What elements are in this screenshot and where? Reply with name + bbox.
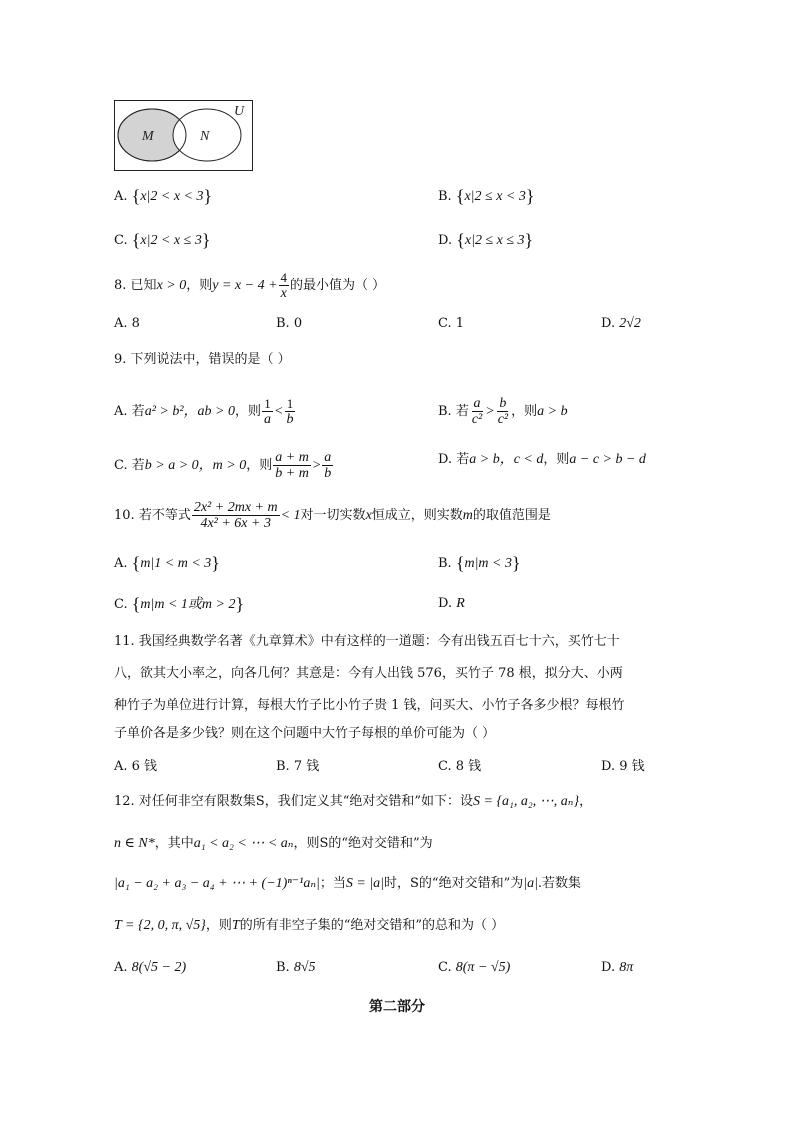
denominator: 4x² + 6x + 3 <box>200 516 271 531</box>
math-expr: |a| <box>523 876 538 891</box>
q7-option-a-set: x|2 < x < 3 <box>140 189 204 204</box>
math-expr: m|m < 3 <box>464 556 512 571</box>
stem-text: 若 <box>455 404 469 419</box>
q12-stem-line-4 <box>114 916 504 936</box>
set-n-label: N <box>200 129 210 144</box>
math-expr: < 1 <box>280 508 301 523</box>
q11-stem-line-3: 种竹子为单位进行计算，每根大竹子比小竹子贵 1 钱，问买大、小竹子各多少根？每根竹 <box>114 698 625 713</box>
q10-option-d <box>438 594 465 614</box>
q9-option-a <box>114 396 296 427</box>
stem-text: .若数集 <box>537 876 582 891</box>
numerator: a <box>324 450 332 465</box>
question-number: 10. <box>114 508 135 523</box>
q11-option-b: B. 7 钱 <box>276 759 320 774</box>
q7-option-a: A. {x|2 < x < 3} <box>114 186 213 206</box>
math-expr: a − c > b − d <box>569 452 646 467</box>
stem-text: ，则 <box>511 404 538 419</box>
option-label: D. <box>601 960 616 975</box>
q12-option-c <box>438 958 510 978</box>
stem-text: 若不等式 <box>138 508 191 523</box>
option-label: B. <box>438 404 452 419</box>
math-expr: T <box>231 918 240 933</box>
option-label: C. <box>114 597 128 612</box>
stem-text: 时，S的“绝对交错和”为 <box>384 876 524 891</box>
q10-option-a: A. {m|1 < m < 3} <box>114 553 220 573</box>
stem-text: ，则 <box>543 452 570 467</box>
stem-text: ，则 <box>246 458 273 473</box>
stem-text: 若 <box>131 404 145 419</box>
stem-text: 若 <box>131 458 145 473</box>
stem-text: 对一切实数 <box>300 508 366 523</box>
math-expr: x > 0 <box>156 278 187 293</box>
numerator: 2x² + 2mx + m <box>193 500 278 515</box>
q10-option-c: C. {m|m < 1或m > 2} <box>114 594 245 614</box>
question-number: 9. <box>114 352 127 367</box>
stem-text: ，则S的“绝对交错和”为 <box>293 836 433 851</box>
math-expr: 8√5 <box>293 960 316 975</box>
stem-text: ；当 <box>319 876 346 891</box>
stem-text: 的最小值为（ ） <box>290 278 386 293</box>
q8-stem <box>114 270 385 301</box>
stem-text: 下列说法中，错误的是（ ） <box>130 352 291 367</box>
denominator: b + m <box>275 466 309 481</box>
math-expr: > <box>485 404 495 419</box>
q12-option-b <box>276 958 316 978</box>
q12-stem-line-1 <box>114 792 592 812</box>
numerator: 1 <box>264 396 271 411</box>
q11-option-d: D. 9 钱 <box>601 759 645 774</box>
numerator: 4 <box>280 270 288 285</box>
fraction <box>322 450 333 481</box>
math-expr: < <box>274 404 284 419</box>
math-expr: R <box>456 596 465 611</box>
math-expr: a > b <box>537 404 568 419</box>
option-label: D. <box>438 233 453 248</box>
fraction <box>273 450 311 481</box>
q8-option-c: C. 1 <box>438 316 465 331</box>
option-label: A. <box>114 404 128 419</box>
q7-option-b-set: x|2 ≤ x < 3 <box>464 189 526 204</box>
stem-text: 的取值范围是 <box>472 508 551 523</box>
venn-diagram <box>114 100 254 172</box>
q7-option-c-set: x|2 < x ≤ 3 <box>140 233 202 248</box>
denominator: b <box>324 466 332 481</box>
math-expr: a > b，c < d <box>469 452 544 467</box>
denominator: c² <box>497 412 509 427</box>
q7-option-d-set: x|2 ≤ x ≤ 3 <box>464 233 525 248</box>
q9-option-c <box>114 450 334 481</box>
option-label: A. <box>114 189 128 204</box>
math-expr: m|m < 1或m > 2 <box>140 597 236 612</box>
math-expr: n ∈ N* <box>114 836 155 851</box>
math-expr: a² > b²，ab > 0 <box>144 404 235 419</box>
stem-text: 恒成立，则实数 <box>371 508 463 523</box>
denominator: c² <box>471 412 483 427</box>
stem-text: ，则 <box>186 278 213 293</box>
stem-text: ，则 <box>205 918 232 933</box>
stem-text: 的所有非空子集的“绝对交错和”的总和为（ ） <box>239 918 505 933</box>
fraction <box>496 396 510 427</box>
numerator: b <box>499 396 507 411</box>
stem-text: 已知 <box>130 278 157 293</box>
stem-text: 若 <box>456 452 470 467</box>
q11-option-a: A. 6 钱 <box>114 759 158 774</box>
q8-option-a: A. 8 <box>114 316 140 331</box>
numerator: a + m <box>275 450 309 465</box>
fraction <box>284 396 295 427</box>
math-expr: 8(π − √5) <box>455 960 511 975</box>
question-number: 8. <box>114 278 127 293</box>
math-expr: 2√2 <box>619 316 641 331</box>
stem-text: ， <box>579 794 593 809</box>
option-label: D. <box>438 452 453 467</box>
denominator: a <box>264 412 271 427</box>
option-label: A. <box>114 556 128 571</box>
option-label: C. <box>438 960 452 975</box>
stem-text: ，则 <box>234 404 261 419</box>
fraction <box>192 500 280 531</box>
math-expr: T = {2, 0, π, √5} <box>114 918 206 933</box>
numerator: 1 <box>286 396 294 411</box>
math-expr: |a₁ − a₂ + a₃ − a₄ + ⋯ + (−1)ⁿ⁻¹aₙ| <box>114 876 320 891</box>
set-m-label: M <box>142 129 154 144</box>
option-label: C. <box>114 458 128 473</box>
math-expr: > <box>311 458 322 473</box>
q7-option-d: D. {x|2 ≤ x ≤ 3} <box>438 230 534 250</box>
math-expr: m|1 < m < 3 <box>140 556 212 571</box>
math-expr: a₁ < a₂ < ⋯ < aₙ <box>193 836 294 851</box>
option-label: B. <box>438 556 452 571</box>
option-label: C. <box>114 233 128 248</box>
option-label: B. <box>438 189 452 204</box>
fraction <box>279 270 290 301</box>
q9-option-d <box>438 450 646 470</box>
q7-option-c: C. {x|2 < x ≤ 3} <box>114 230 211 250</box>
q11-stem-line-1: 11. 我国经典数学名著《九章算术》中有这样的一道题：今有出钱五百七十六，买竹七十 <box>114 634 620 649</box>
fraction <box>262 396 273 427</box>
option-label: D. <box>438 596 453 611</box>
stem-text: ，其中 <box>154 836 194 851</box>
math-expr: m <box>462 508 473 523</box>
math-expr: 8π <box>619 960 634 975</box>
option-label: A. <box>114 960 128 975</box>
numerator: a <box>473 396 481 411</box>
math-expr: x <box>365 508 372 523</box>
math-expr: b > a > 0，m > 0 <box>144 458 247 473</box>
q8-option-b: B. 0 <box>276 316 303 331</box>
q10-option-b: B. {m|m < 3} <box>438 553 521 573</box>
q12-stem-line-2 <box>114 834 433 854</box>
q8-option-d <box>601 314 641 334</box>
q11-stem-line-2: 八，欲其大小率之，向各几何？其意是：今有人出钱 576，买竹子 78 根，拟分大、小两 <box>114 666 623 681</box>
denominator: x <box>280 286 287 301</box>
option-label: D. <box>601 316 616 331</box>
denominator: b <box>286 412 294 427</box>
math-expr: y = x − 4 + <box>212 278 278 293</box>
part-heading: 第二部分 <box>369 999 425 1015</box>
math-expr: S = {a₁, a₂, ⋯, aₙ} <box>473 794 580 809</box>
q12-option-a <box>114 958 186 978</box>
fraction <box>470 396 484 427</box>
q12-stem-line-3 <box>114 874 581 894</box>
q11-option-c: C. 8 钱 <box>438 759 482 774</box>
q9-stem <box>114 350 291 370</box>
math-expr: 8(√5 − 2) <box>131 960 187 975</box>
q9-option-b <box>438 396 568 427</box>
q10-stem <box>114 500 551 531</box>
universe-label: U <box>234 104 245 119</box>
q12-option-d <box>601 958 633 978</box>
q11-stem-line-4: 子单价各是多少钱？则在这个问题中大竹子每根的单价可能为（ ） <box>114 726 496 741</box>
math-expr: S = |a| <box>345 876 385 891</box>
option-label: B. <box>276 960 290 975</box>
q7-option-b: B. {x|2 ≤ x < 3} <box>438 186 535 206</box>
stem-text: 12. 对任何非空有限数集S，我们定义其“绝对交错和”如下：设 <box>114 794 474 809</box>
